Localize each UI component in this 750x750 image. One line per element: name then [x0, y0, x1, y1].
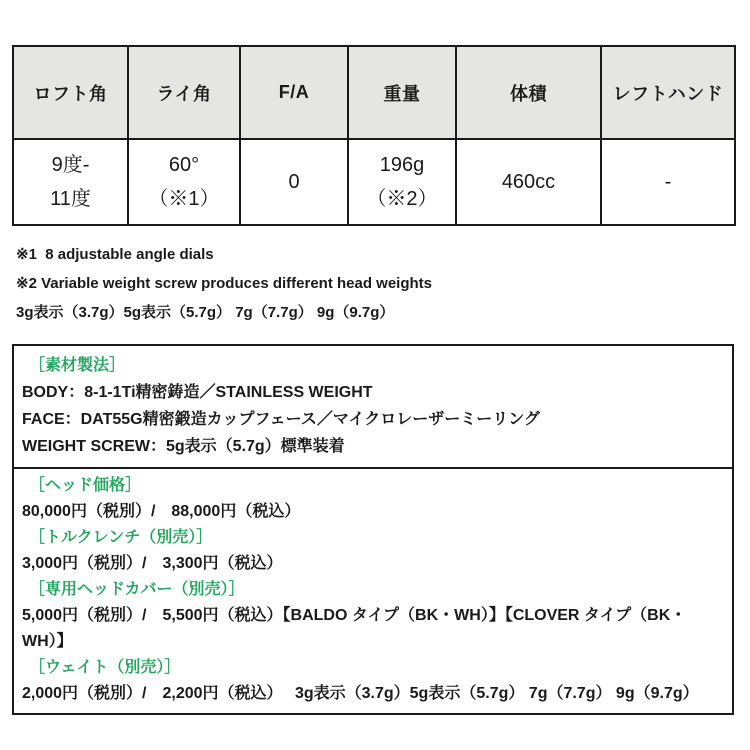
weight-option-heading: ［ウェイト（別売）］ — [29, 659, 181, 676]
lie-angle-line1: 60° — [168, 154, 200, 176]
left-hand-line1: - — [664, 171, 672, 193]
header-cell-fa: F/A — [240, 46, 348, 139]
material-weight-screw-line: WEIGHT SCREW：5g表示（5.7g）標準装着 — [22, 438, 345, 455]
lie-angle-line2: （※1） — [148, 188, 220, 210]
info-box — [12, 344, 734, 715]
volume-line1: 460cc — [501, 171, 556, 193]
spec-table-data-row — [13, 139, 735, 225]
cell-left-hand-value — [601, 139, 735, 225]
header-cell-lie-angle: ライ角 — [128, 46, 240, 139]
weight-line1: 196g — [379, 154, 425, 176]
header-cell-left-hand: レフトハンド — [601, 46, 735, 139]
footnote-2: ※2 Variable weight screw produces different head weights — [16, 275, 433, 292]
material-heading: ［素材製法］ — [29, 357, 126, 374]
header-cell-weight: 重量 — [348, 46, 456, 139]
cell-loft-angle-value — [13, 139, 128, 225]
footnote-1: ※1 8 adjustable angle dials — [16, 246, 214, 263]
header-cell-volume: 体積 — [456, 46, 601, 139]
torque-wrench-heading: ［トルクレンチ（別売）］ — [29, 529, 213, 546]
spec-table-header-row — [13, 46, 735, 139]
price-section — [14, 469, 732, 713]
fa-line1: 0 — [288, 171, 300, 193]
torque-wrench-body: 3,000円（税別）/ 3,300円（税込） — [22, 555, 283, 572]
footnotes — [16, 240, 736, 327]
weight-option-body: 2,000円（税別）/ 2,200円（税込） 3g表示（3.7g）5g表示（5.7g） 7g（7.7g） 9g（9.7g） — [22, 685, 699, 702]
cell-lie-angle-value — [128, 139, 240, 225]
material-body-line: BODY：8-1-1Ti精密鋳造／STAINLESS WEIGHT — [22, 384, 373, 401]
cell-fa-value — [240, 139, 348, 225]
header-cell-loft-angle: ロフト角 — [13, 46, 128, 139]
material-section — [14, 346, 732, 469]
head-price-heading: ［ヘッド価格］ — [29, 477, 142, 494]
spec-table — [12, 45, 736, 226]
footnote-weight-options: 3g表示（3.7g）5g表示（5.7g） 7g（7.7g） 9g（9.7g） — [16, 304, 395, 321]
cell-weight-value — [348, 139, 456, 225]
weight-line2: （※2） — [366, 188, 438, 210]
material-face-line: FACE：DAT55G精密鍛造カップフェース／マイクロレーザーミーリング — [22, 411, 540, 428]
head-price-body: 80,000円（税別）/ 88,000円（税込） — [22, 503, 301, 520]
loft-angle-line2: 11度 — [50, 188, 91, 210]
cell-volume-value — [456, 139, 601, 225]
head-cover-body: 5,000円（税別）/ 5,500円（税込）【BALDO タイプ（BK・WH）】【CLOVER タイプ（BK・WH）】 — [22, 607, 687, 650]
loft-angle-line1: 9度- — [51, 154, 90, 176]
head-cover-heading: ［専用ヘッドカバー（別売）］ — [29, 581, 245, 598]
